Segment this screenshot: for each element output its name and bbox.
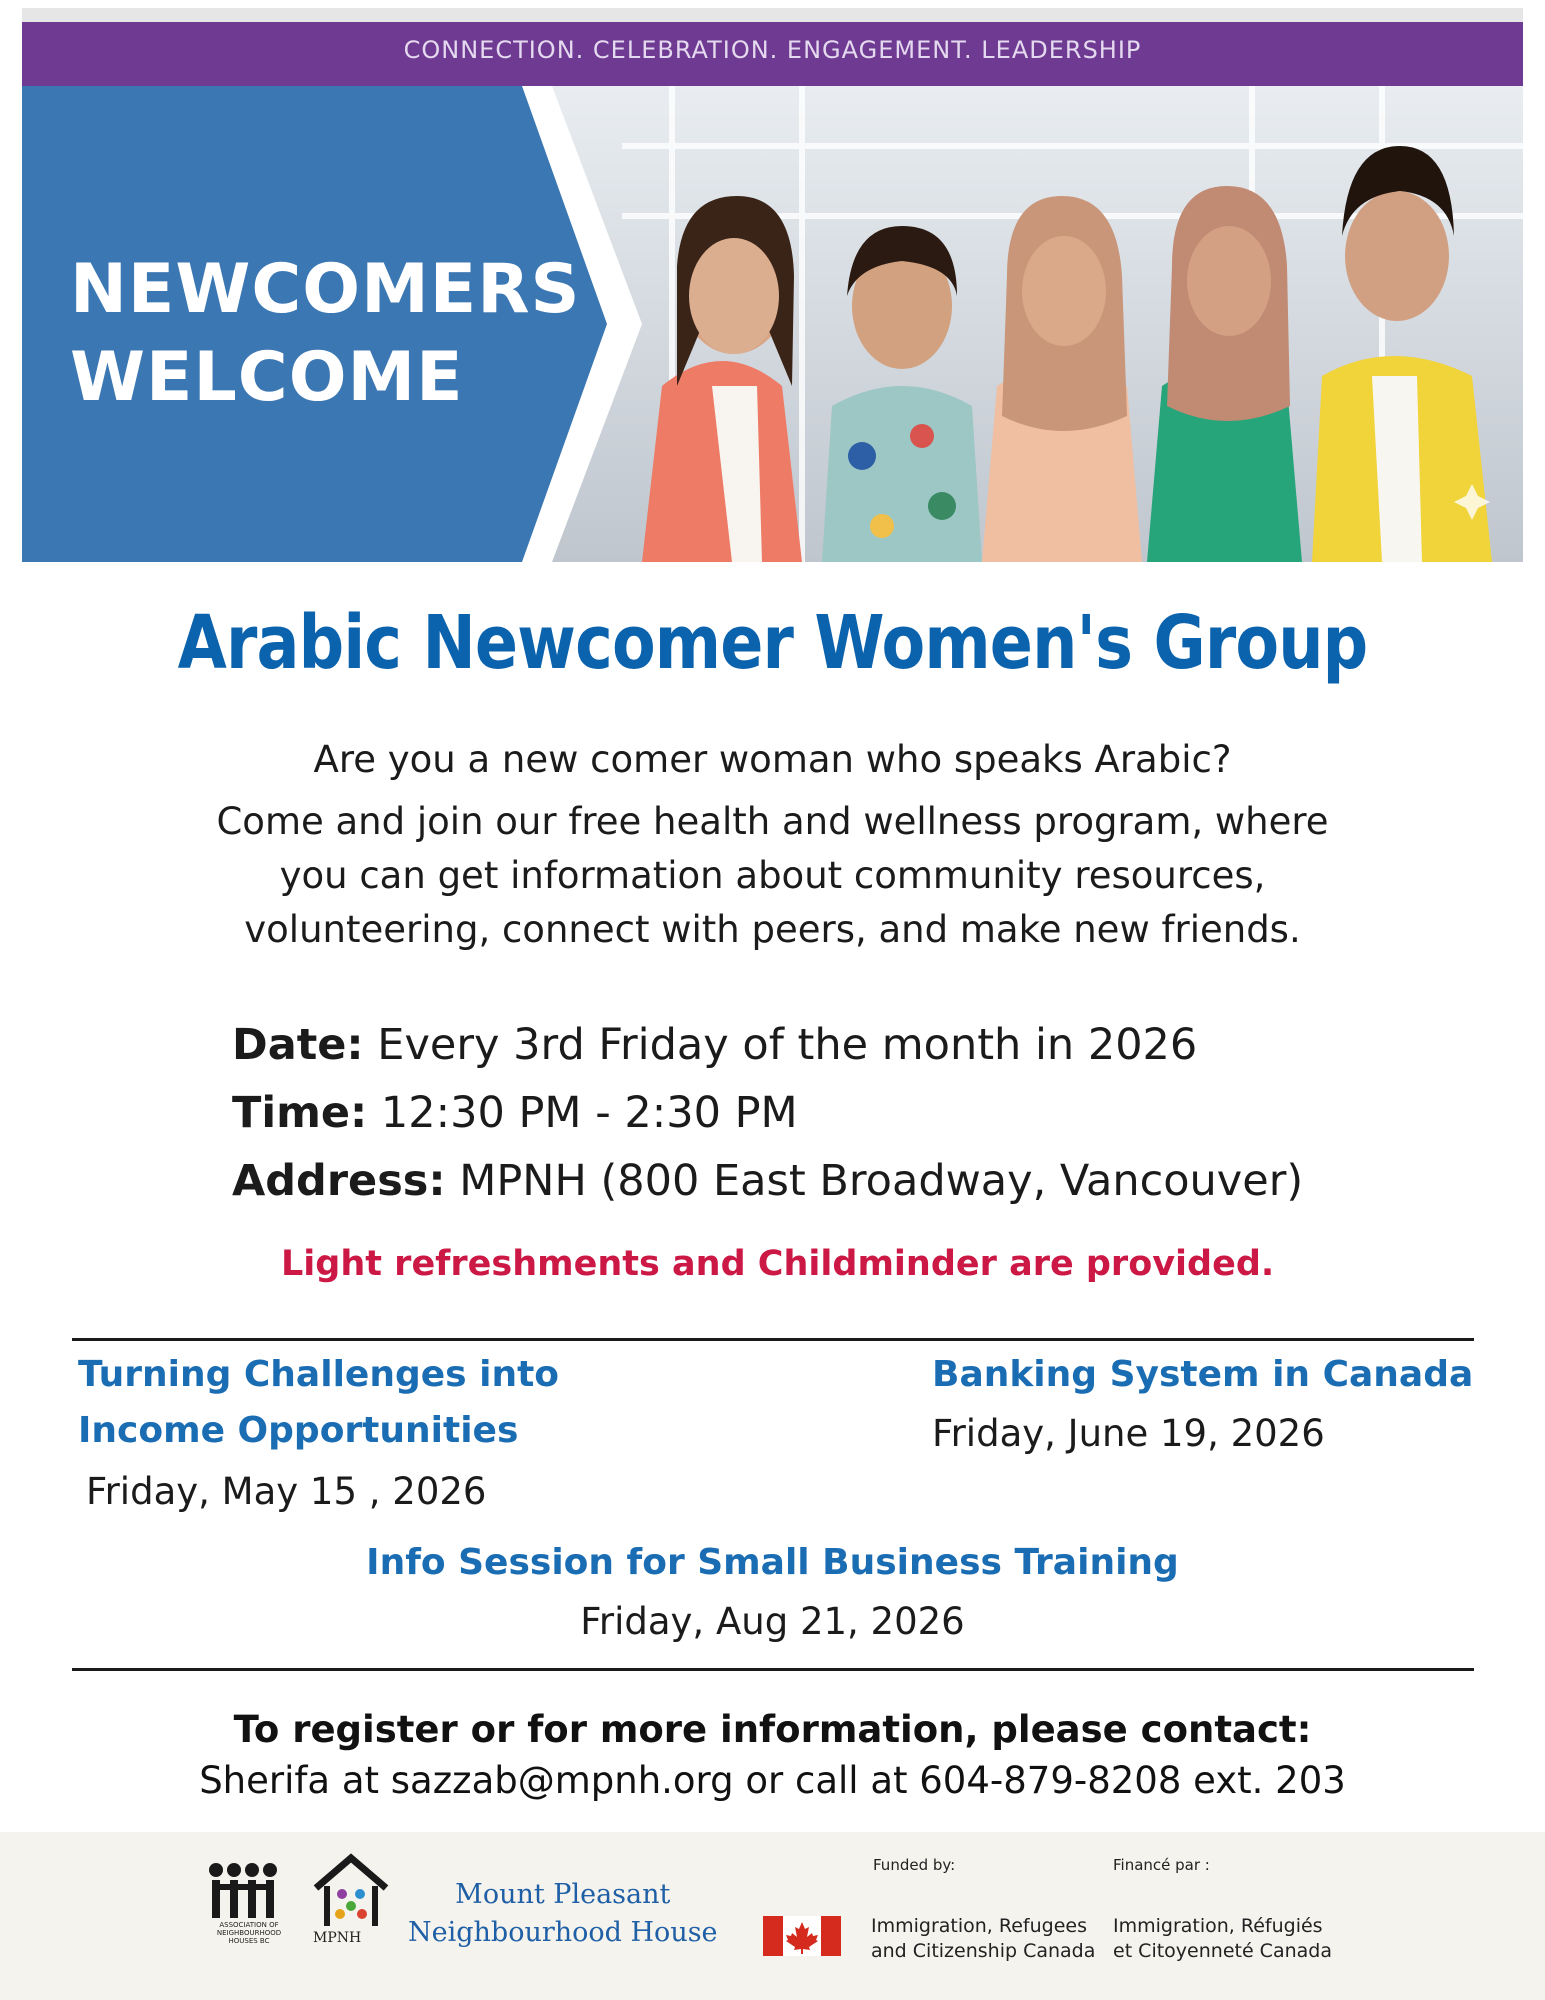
- address-value: MPNH (800 East Broadway, Vancouver): [445, 1156, 1304, 1206]
- session-2-title: Banking System in Canada: [932, 1354, 1474, 1395]
- session-3-title: Info Session for Small Business Training: [366, 1542, 1179, 1583]
- intro-line: Come and join our free health and wellness program, where: [216, 800, 1329, 843]
- time-label: Time:: [232, 1088, 368, 1138]
- ircc-english: Immigration, Refugees and Citizenship Canada: [871, 1915, 1096, 1962]
- hero-banner: [22, 86, 1523, 562]
- mpnh-abbr: MPNH: [313, 1930, 362, 1946]
- newcomers-welcome-text: NEWCOMERS WELCOME: [70, 250, 581, 417]
- intro-line: you can get information about community resources,: [279, 854, 1266, 897]
- mpnh-name: Mount Pleasant Neighbourhood House: [408, 1879, 718, 1948]
- session-1-title-line2: Income Opportunities: [78, 1410, 519, 1451]
- address-detail: [232, 1156, 1303, 1206]
- session-1-date: Friday, May 15 , 2026: [86, 1470, 487, 1513]
- contact-heading: To register or for more information, please contact:: [233, 1708, 1312, 1751]
- tagline: CONNECTION. CELEBRATION. ENGAGEMENT. LEADERSHIP: [403, 36, 1142, 64]
- divider-bottom: [72, 1668, 1474, 1671]
- time-value: 12:30 PM - 2:30 PM: [367, 1088, 798, 1138]
- session-1-title: Turning Challenges into: [78, 1354, 560, 1395]
- page-title: Arabic Newcomer Women's Group: [177, 600, 1368, 686]
- anh-logo: [208, 1862, 294, 1920]
- contact-details: Sherifa at sazzab@mpnh.org or call at 604-879-8208 ext. 203: [199, 1759, 1346, 1802]
- date-label: Date:: [232, 1020, 364, 1070]
- session-3-date: Friday, Aug 21, 2026: [580, 1600, 965, 1643]
- funded-by-label: Funded by:: [873, 1856, 956, 1874]
- address-label: Address:: [232, 1156, 446, 1206]
- mpnh-logo: [310, 1852, 392, 1932]
- ircc-french: Immigration, Réfugiés et Citoyenneté Canada: [1113, 1915, 1332, 1962]
- intro-line: Are you a new comer woman who speaks Arabic?: [313, 738, 1232, 781]
- intro-line: volunteering, connect with peers, and make new friends.: [244, 908, 1301, 951]
- divider-top: [72, 1338, 1474, 1341]
- time-detail: [232, 1088, 798, 1138]
- date-value: Every 3rd Friday of the month in 2026: [363, 1020, 1198, 1070]
- canada-flag-icon: [763, 1916, 841, 1956]
- anh-logo-text: ASSOCIATION OF NEIGHBOURHOOD HOUSES BC: [216, 1921, 282, 1945]
- session-2-date: Friday, June 19, 2026: [932, 1412, 1325, 1455]
- finance-par-label: Financé par :: [1113, 1856, 1210, 1874]
- refreshments-notice: Light refreshments and Childminder are provided.: [281, 1244, 1275, 1284]
- top-border-strip: [22, 8, 1523, 22]
- date-detail: [232, 1020, 1197, 1070]
